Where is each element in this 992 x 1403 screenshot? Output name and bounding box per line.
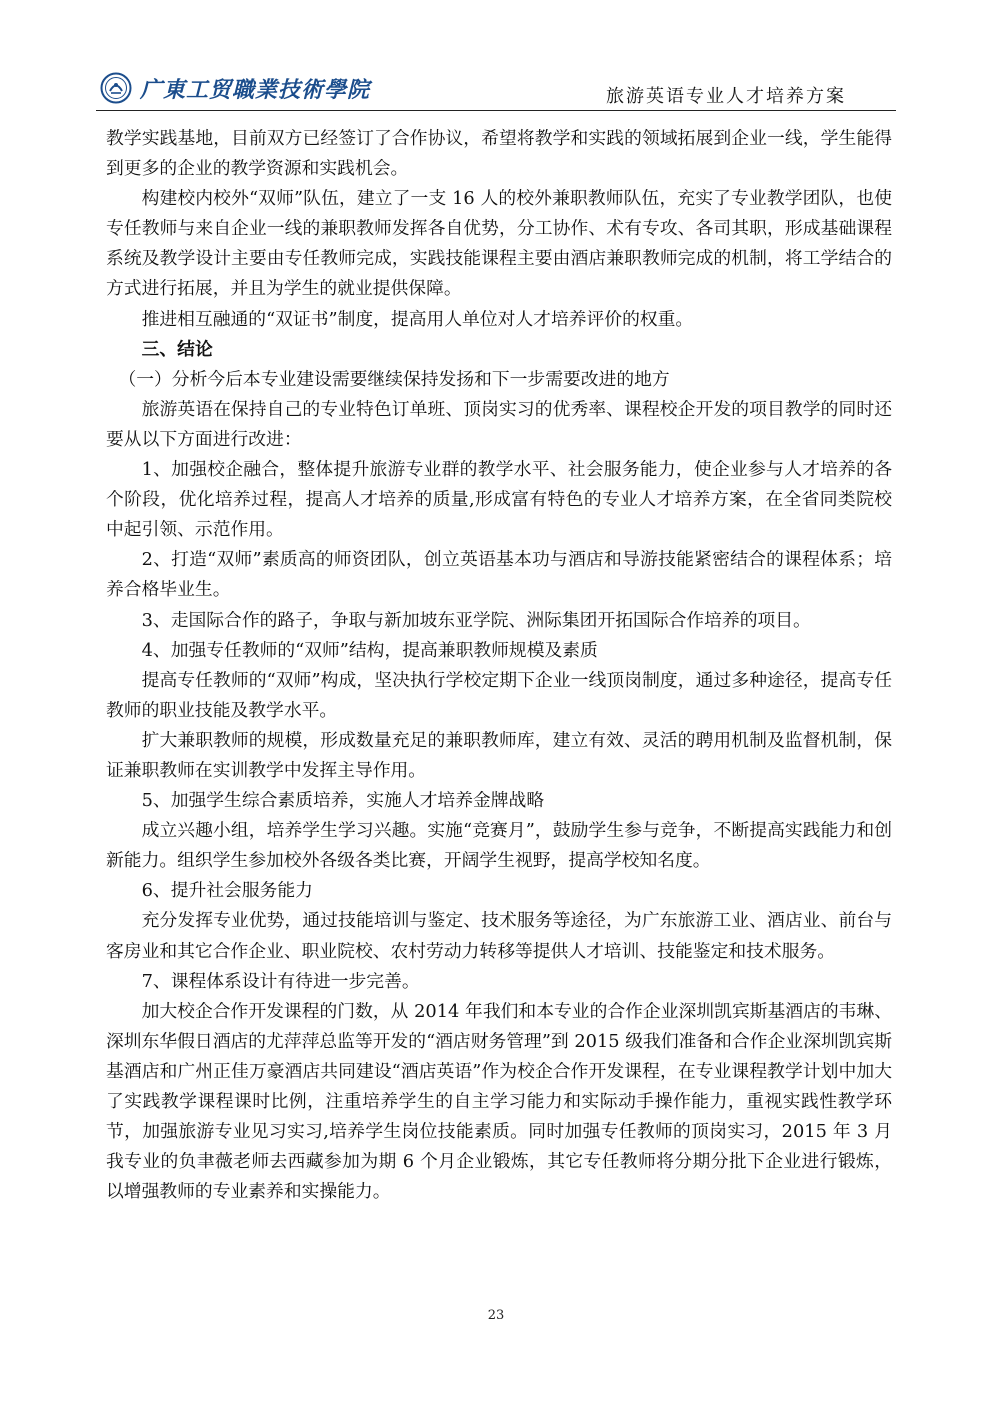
paragraph: 构建校内校外“双师”队伍，建立了一支 16 人的校外兼职教师队伍，充实了专业教学团队，也使专任教师与来自企业一线的兼职教师发挥各自优势，分工协作、术有专攻、各司其职，形成基础课程系统及教学设计主要由专任教师完成，实践技能课程主要由酒店兼职教师完成的机制，将工学结合的方式进行拓展，并且为学生的就业提供保障。	[106, 188, 892, 300]
page-header	[96, 68, 896, 112]
paragraph: 旅游英语在保持自己的专业特色订单班、顶岗实习的优秀率、课程校企开发的项目教学的同时还要从以下方面进行改进：	[106, 398, 892, 450]
school-logo	[100, 70, 370, 106]
list-item: 4、加强专任教师的“双师”结构，提高兼职教师规模及素质	[141, 639, 598, 661]
list-item: 2、打造“双师”素质高的师资团队，创立英语基本功与酒店和导游技能紧密结合的课程体系；培养合格毕业生。	[106, 549, 892, 601]
school-name: 广東工贸職業技術學院	[140, 76, 371, 103]
paragraph: 充分发挥专业优势，通过技能培训与鉴定、技术服务等途径，为广东旅游工业、酒店业、前台与客房业和其它合作企业、职业院校、农村劳动力转移等提供人才培训、技能鉴定和技术服务。	[106, 910, 892, 962]
document-title: 旅游英语专业人才培养方案	[606, 86, 846, 107]
school-seal-icon	[100, 72, 132, 104]
paragraph: 加大校企合作开发课程的门数，从 2014 年我们和本专业的合作企业深圳凯宾斯基酒店的韦琳、深圳东华假日酒店的尤萍萍总监等开发的“酒店财务管理”到 2015 级我们准备和合作企业深圳凯宾斯基酒店和广州正佳万豪酒店共同建设“酒店英语”作为校企合作开发课程，在专业课程教学计划中加大了实践教学课程课时比例，注重培养学生的自主学习能力和实际动手操作能力，重视实践性教学环节，加强旅游专业见习实习,培养学生岗位技能素质。同时加强专任教师的顶岗实习，2015 年 3 月我专业的负聿薇老师去西藏参加为期 6 个月企业锻炼，其它专任教师将分期分批下企业进行锻炼，以增强教师的专业素养和实操能力。	[106, 1000, 892, 1203]
list-item: 3、走国际合作的路子，争取与新加坡东亚学院、洲际集团开拓国际合作培养的项目。	[141, 609, 811, 631]
list-item: 5、加强学生综合素质培养，实施人才培养金牌战略	[141, 790, 545, 812]
header-divider	[96, 110, 896, 111]
list-item: 7、课程体系设计有待进一步完善。	[141, 970, 420, 992]
paragraph: 提高专任教师的“双师”构成，坚决执行学校定期下企业一线顶岗制度，通过多种途径，提高专任教师的职业技能及教学水平。	[106, 669, 892, 721]
paragraph: 推进相互融通的“双证书”制度，提高用人单位对人才培养评价的权重。	[141, 308, 694, 330]
list-item: 6、提升社会服务能力	[141, 880, 313, 902]
list-item: 1、加强校企融合，整体提升旅游专业群的教学水平、社会服务能力，使企业参与人才培养的各个阶段，优化培养过程，提高人才培养的质量,形成富有特色的专业人才培养方案，在全省同类院校中起引领、示范作用。	[106, 459, 892, 541]
document-body	[106, 124, 892, 1207]
paragraph: 教学实践基地，目前双方已经签订了合作协议，希望将教学和实践的领域拓展到企业一线，学生能得到更多的企业的教学资源和实践机会。	[106, 128, 892, 180]
subsection-heading: （一）分析今后本专业建设需要继续保持发扬和下一步需要改进的地方	[118, 368, 670, 390]
paragraph: 扩大兼职教师的规模，形成数量充足的兼职教师库，建立有效、灵活的聘用机制及监督机制，保证兼职教师在实训教学中发挥主导作用。	[106, 729, 892, 781]
section-heading: 三、结论	[141, 338, 213, 360]
paragraph: 成立兴趣小组，培养学生学习兴趣。实施“竞赛月”，鼓励学生参与竞争，不断提高实践能力和创新能力。组织学生参加校外各级各类比赛，开阔学生视野，提高学校知名度。	[106, 820, 892, 872]
page-number: 23	[487, 1308, 505, 1323]
